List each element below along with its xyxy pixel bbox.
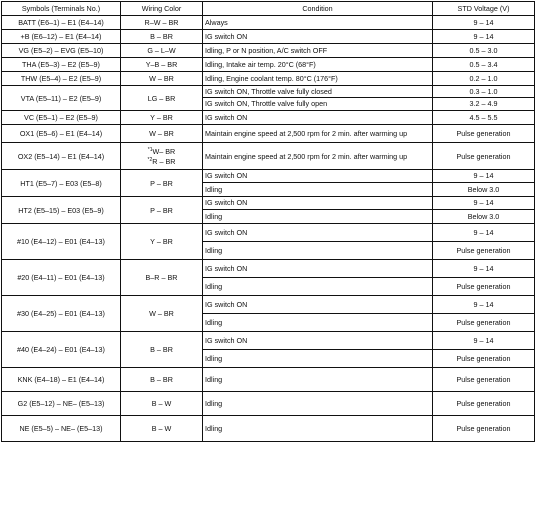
wiring-color: W – BR (121, 125, 203, 143)
std-voltage (433, 86, 535, 111)
condition-line: IG switch ON (205, 171, 248, 180)
voltage-line: Below 3.0 (433, 209, 534, 223)
table-row (2, 58, 535, 72)
table-row (2, 197, 535, 224)
terminal-symbol: VC (E5–1) – E2 (E5–9) (2, 111, 121, 125)
table-row (2, 72, 535, 86)
wiring-color-text: R – BR (152, 157, 176, 166)
table-row (2, 296, 535, 332)
terminal-voltage-sheet (1, 1, 535, 442)
voltage-line: 9 – 14 (473, 300, 494, 309)
voltage-line: 3.2 – 4.9 (433, 97, 534, 110)
condition-line: IG switch ON (205, 336, 248, 345)
condition: Idling, Intake air temp. 20°C (68°F) (203, 58, 433, 72)
condition-line: IG switch ON, Throttle valve fully open (203, 97, 432, 110)
condition-line: Idling (203, 277, 432, 295)
wiring-color: W – BR (121, 72, 203, 86)
wiring-color (121, 143, 203, 170)
std-voltage (433, 224, 535, 260)
condition-line: IG switch ON, Throttle valve fully closed (205, 87, 332, 96)
terminal-symbol: +B (E6–12) – E1 (E4–14) (2, 30, 121, 44)
terminal-symbol: #40 (E4–24) – E01 (E4–13) (2, 332, 121, 368)
terminal-symbol: HT2 (E5–15) – E03 (E5–9) (2, 197, 121, 224)
table-row (2, 125, 535, 143)
std-voltage (433, 260, 535, 296)
footnote-mark: *1 (147, 147, 153, 153)
std-voltage: Pulse generation (433, 368, 535, 392)
terminal-symbol: OX1 (E5–6) – E1 (E4–14) (2, 125, 121, 143)
std-voltage (433, 296, 535, 332)
header-condition: Condition (203, 2, 433, 16)
header-wiring-color: Wiring Color (121, 2, 203, 16)
voltage-line: Pulse generation (433, 277, 534, 295)
table-row (2, 143, 535, 170)
condition-line: Idling (203, 182, 432, 196)
wiring-color: LG – BR (121, 86, 203, 111)
condition-line: Idling (203, 349, 432, 367)
voltage-line: Pulse generation (433, 313, 534, 331)
condition (203, 224, 433, 260)
wiring-color: B – W (121, 416, 203, 442)
table-row (2, 111, 535, 125)
terminal-symbol: #10 (E4–12) – E01 (E4–13) (2, 224, 121, 260)
std-voltage: 9 – 14 (433, 30, 535, 44)
table-row (2, 368, 535, 392)
std-voltage: Pulse generation (433, 416, 535, 442)
condition: Idling (203, 416, 433, 442)
table-row (2, 392, 535, 416)
voltage-table (1, 1, 535, 442)
condition: Maintain engine speed at 2,500 rpm for 2 min. after warming up (203, 143, 433, 170)
terminal-symbol: VTA (E5–11) – E2 (E5–9) (2, 86, 121, 111)
terminal-symbol: #20 (E4–11) – E01 (E4–13) (2, 260, 121, 296)
terminal-symbol: #30 (E4–25) – E01 (E4–13) (2, 296, 121, 332)
condition-line: Idling (203, 241, 432, 259)
condition: Maintain engine speed at 2,500 rpm for 2 min. after warming up (203, 125, 433, 143)
wiring-color-variant (123, 156, 200, 166)
condition (203, 170, 433, 197)
terminal-symbol: OX2 (E5–14) – E1 (E4–14) (2, 143, 121, 170)
wiring-color: Y – BR (121, 111, 203, 125)
condition (203, 260, 433, 296)
wiring-color: P – BR (121, 197, 203, 224)
wiring-color: Y – BR (121, 224, 203, 260)
wiring-color: G – L–W (121, 44, 203, 58)
std-voltage (433, 197, 535, 224)
wiring-color: B – BR (121, 332, 203, 368)
terminal-symbol: KNK (E4–18) – E1 (E4–14) (2, 368, 121, 392)
condition-line: IG switch ON (205, 198, 248, 207)
voltage-line: 0.3 – 1.0 (469, 87, 498, 96)
std-voltage: Pulse generation (433, 125, 535, 143)
voltage-line: 9 – 14 (473, 228, 494, 237)
condition: Always (203, 16, 433, 30)
wiring-color-variant (123, 146, 200, 156)
terminal-symbol: HT1 (E5–7) – E03 (E5–8) (2, 170, 121, 197)
std-voltage: Pulse generation (433, 392, 535, 416)
condition: Idling, P or N position, A/C switch OFF (203, 44, 433, 58)
wiring-color: B – W (121, 392, 203, 416)
condition (203, 197, 433, 224)
std-voltage: 0.5 – 3.0 (433, 44, 535, 58)
condition: IG switch ON (203, 111, 433, 125)
condition: Idling (203, 368, 433, 392)
terminal-symbol: VG (E5–2) – EVG (E5–10) (2, 44, 121, 58)
wiring-color: P – BR (121, 170, 203, 197)
table-row (2, 44, 535, 58)
header-std-voltage: STD Voltage (V) (433, 2, 535, 16)
table-row (2, 332, 535, 368)
std-voltage (433, 332, 535, 368)
table-row (2, 30, 535, 44)
terminal-symbol: THW (E5–4) – E2 (E5–9) (2, 72, 121, 86)
std-voltage: 9 – 14 (433, 16, 535, 30)
std-voltage (433, 170, 535, 197)
condition: Idling, Engine coolant temp. 80°C (176°F) (203, 72, 433, 86)
table-row (2, 416, 535, 442)
terminal-symbol: G2 (E5–12) – NE– (E5–13) (2, 392, 121, 416)
voltage-line: 9 – 14 (473, 198, 494, 207)
condition (203, 86, 433, 111)
condition-line: IG switch ON (205, 228, 248, 237)
wiring-color: W – BR (121, 296, 203, 332)
wiring-color-text: W– BR (152, 147, 176, 156)
table-body (2, 16, 535, 442)
wiring-color: R–W – BR (121, 16, 203, 30)
condition-line: IG switch ON (205, 300, 248, 309)
table-row (2, 224, 535, 260)
condition-line: Idling (203, 209, 432, 223)
std-voltage: 4.5 – 5.5 (433, 111, 535, 125)
table-row (2, 86, 535, 111)
std-voltage: 0.2 – 1.0 (433, 72, 535, 86)
table-row (2, 16, 535, 30)
table-row (2, 260, 535, 296)
condition-line: Idling (203, 313, 432, 331)
std-voltage: Pulse generation (433, 143, 535, 170)
header-symbols: Symbols (Terminals No.) (2, 2, 121, 16)
header-row (2, 2, 535, 16)
voltage-line: 9 – 14 (473, 264, 494, 273)
condition (203, 296, 433, 332)
wiring-color: B – BR (121, 30, 203, 44)
voltage-line: Below 3.0 (433, 182, 534, 196)
terminal-symbol: THA (E5–3) – E2 (E5–9) (2, 58, 121, 72)
wiring-color: Y–B – BR (121, 58, 203, 72)
condition (203, 332, 433, 368)
voltage-line: Pulse generation (433, 241, 534, 259)
voltage-line: 9 – 14 (473, 336, 494, 345)
condition: IG switch ON (203, 30, 433, 44)
condition-line: IG switch ON (205, 264, 248, 273)
std-voltage: 0.5 – 3.4 (433, 58, 535, 72)
table-row (2, 170, 535, 197)
wiring-color: B–R – BR (121, 260, 203, 296)
terminal-symbol: NE (E5–5) – NE– (E5–13) (2, 416, 121, 442)
voltage-line: Pulse generation (433, 349, 534, 367)
condition: Idling (203, 392, 433, 416)
terminal-symbol: BATT (E6–1) – E1 (E4–14) (2, 16, 121, 30)
footnote-mark: *2 (147, 157, 153, 163)
wiring-color: B – BR (121, 368, 203, 392)
voltage-line: 9 – 14 (473, 171, 494, 180)
